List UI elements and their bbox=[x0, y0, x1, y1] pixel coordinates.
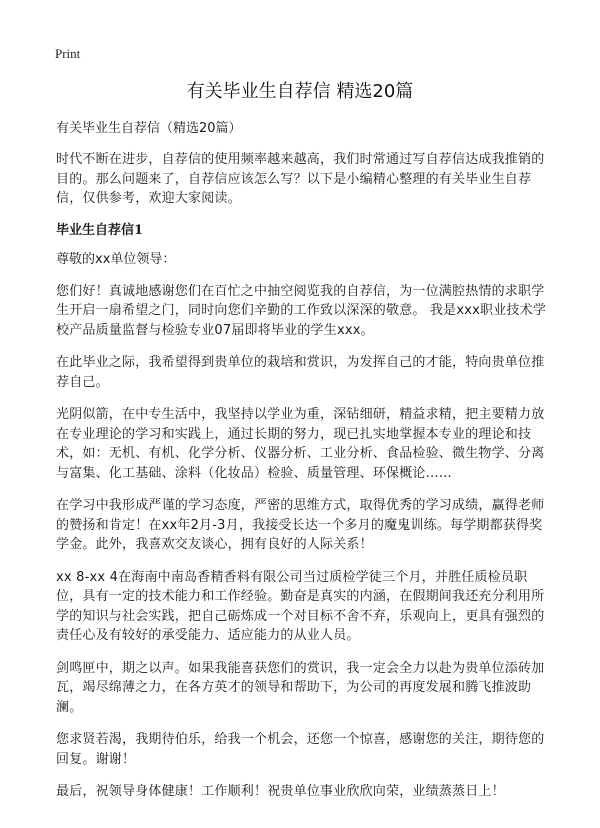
paragraph: 在此毕业之际，我希望得到贵单位的栽培和赏识，为发挥自己的才能，特向贵单位推荐自己。 bbox=[56, 355, 545, 390]
paragraph: 在学习中我形成严谨的学习态度，严密的思维方式，取得优秀的学习成绩，赢得老师的赞扬和肯定！在xx年2月-3月，我接受长达一个多月的魔鬼训练。每学期都获得奖学金。此外，我喜欢交友谈心，拥有良好的人际关系！ bbox=[56, 498, 545, 552]
letter-greeting: 尊敬的xx单位领导： bbox=[56, 251, 176, 267]
section-heading: 毕业生自荐信1 bbox=[56, 222, 144, 238]
page-title: 有关毕业生自荐信 精选20篇 bbox=[186, 81, 414, 102]
intro-paragraph: 时代不断在进步，自荐信的使用频率越来越高，我们时常通过写自荐信达成我推销的目的。那么问题来了，自荐信应该怎么写？以下是小编精心整理的有关毕业生自荐信，仅供参考，欢迎大家阅读。 bbox=[56, 152, 545, 206]
paragraph: 剑鸣匣中，期之以声。如果我能喜获您们的赏识，我一定会全力以赴为贵单位添砖加瓦，竭尽绵薄之力，在各方英才的领导和帮助下，为公司的再度发展和腾飞推波助澜。 bbox=[56, 660, 545, 715]
document-body bbox=[56, 120, 552, 815]
paragraph: 您求贤若渴，我期待伯乐，给我一个机会，还您一个惊喜，感谢您的关注，期待您的回复。谢谢！ bbox=[56, 732, 545, 767]
document-subtitle: 有关毕业生自荐信（精选20篇） bbox=[56, 121, 242, 136]
paragraph: 您们好！真诚地感谢您们在百忙之中抽空阅览我的自荐信，为一位满腔热情的求职学生开启一扇希望之门，同时向您们辛勤的工作致以深深的敬意。 我是xxx职业技术学校产品质量监督与检验专业07届即将毕业的学生xxx。 bbox=[56, 283, 547, 338]
paragraph: 最后，祝领导身体健康！工作顺利！祝贵单位事业欣欣向荣，业绩蒸蒸日上！ bbox=[56, 784, 505, 799]
print-link[interactable]: Print bbox=[55, 46, 81, 61]
paragraph: 光阴似箭，在中专生活中，我坚持以学业为重，深钻细研，精益求精，把主要精力放在专业理论的学习和实践上，通过长期的努力，现已扎实地掌握本专业的理论和技术，如：无机、有机、化学分析、仪器分析、工业分析、食品检验、微生物学、分离与富集、化工基础、涂料（化妆品）检验、质量管理、环保概论…… bbox=[56, 407, 545, 481]
paragraph: xx 8-xx 4在海南中南岛香精香料有限公司当过质检学徒三个月，并胜任质检员职位，具有一定的技术能力和工作经验。勤奋是真实的内涵，在假期间我还充分利用所学的知识与社会实践，把自己砺炼成一个对目标不舍不弃，乐观向上，更具有强烈的 责任心及有较好的承受能力、适应能力的从业人员。 bbox=[56, 569, 545, 643]
